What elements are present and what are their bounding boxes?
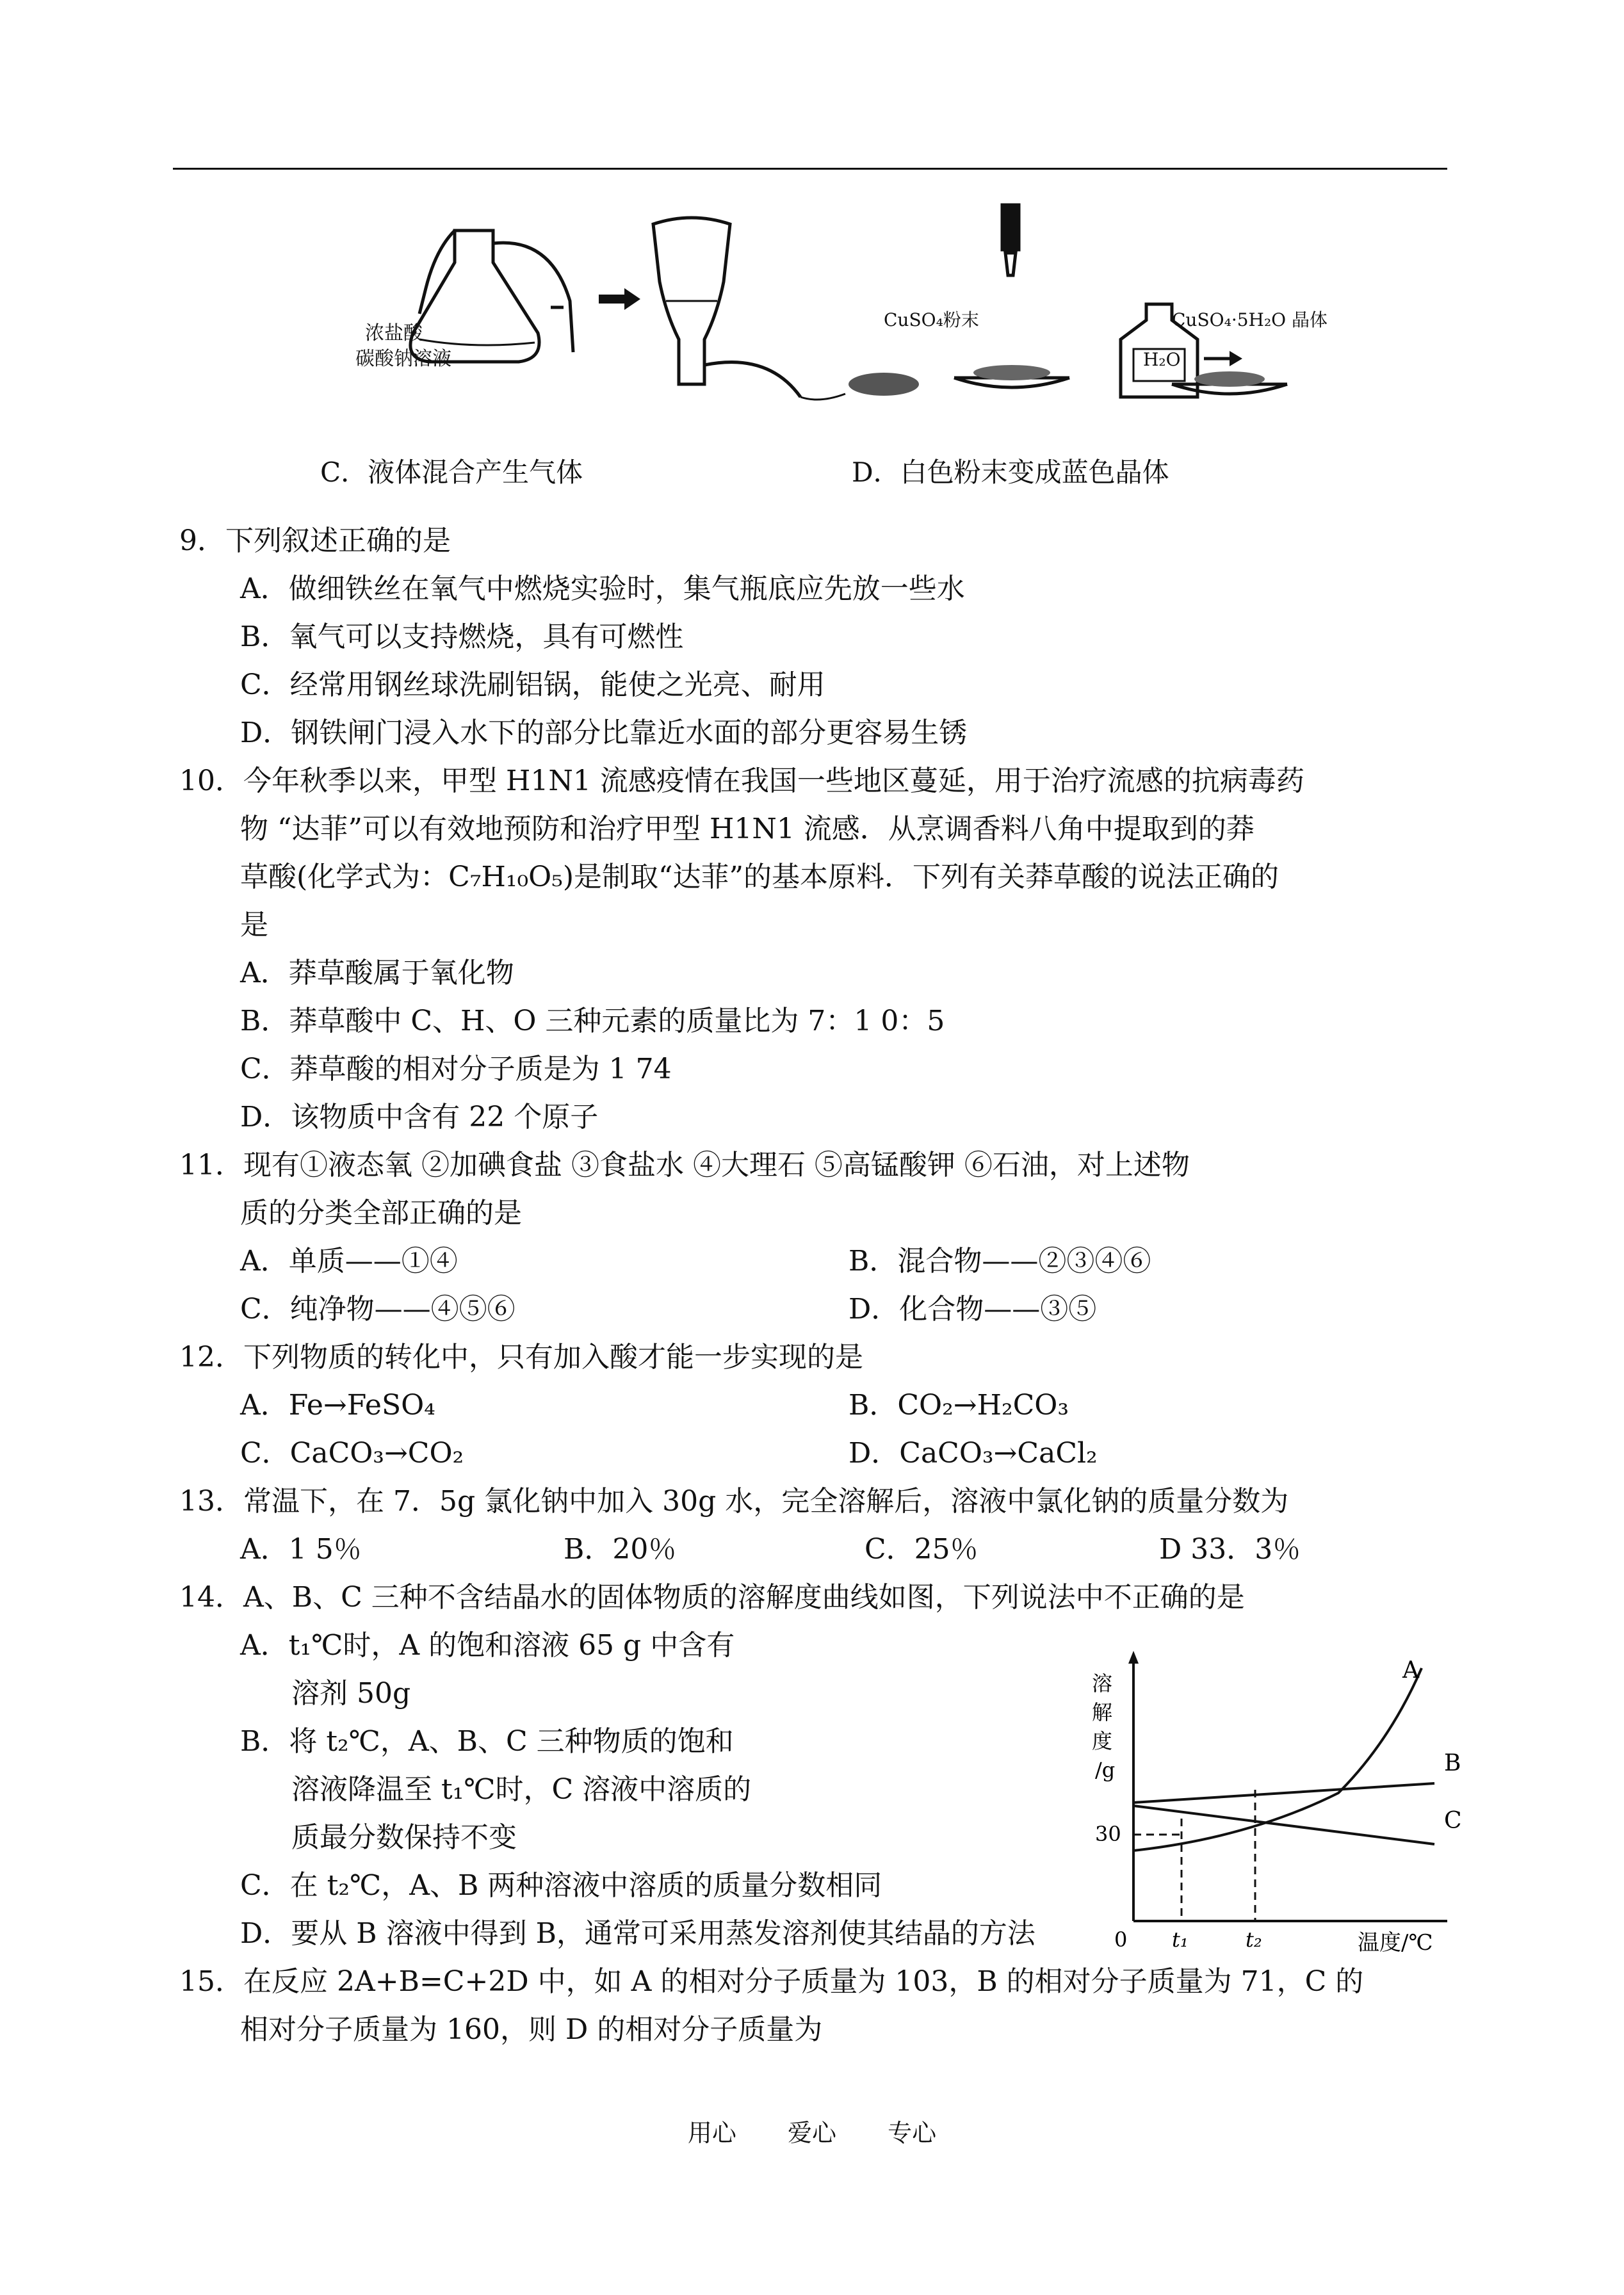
t2-label: t₂ <box>1246 1927 1262 1952</box>
q14-option-cont: 溶剂 50g <box>291 1677 411 1710</box>
q12-stem: 12．下列物质的转化中，只有加入酸才能一步实现的是 <box>179 1341 863 1374</box>
q10-stem: 草酸(化学式为：C₇H₁₀O₅)是制取“达菲”的基本原料．下列有关莽草酸的说法正确的 <box>240 861 1279 893</box>
origin-label: 0 <box>1114 1927 1128 1952</box>
y-label-3: 度 <box>1092 1729 1113 1753</box>
t1-label: t₁ <box>1172 1927 1189 1952</box>
q12-option: B．CO₂→H₂CO₃ <box>849 1389 1069 1422</box>
q11-stem: 质的分类全部正确的是 <box>240 1197 522 1229</box>
q10-stem: 10．今年秋季以来，甲型 H1N1 流感疫情在我国一些地区蔓延，用于治疗流感的抗病毒药 <box>179 765 1304 797</box>
header-rule <box>173 168 1447 170</box>
footer-text: 用心 <box>687 2119 736 2147</box>
q11-option: C．纯净物——④⑤⑥ <box>240 1293 516 1326</box>
q12-option: A．Fe→FeSO₄ <box>240 1389 435 1422</box>
label-cuso4-crystal: CuSO₄·5H₂O 晶体 <box>1172 309 1328 330</box>
footer-text: 爱心 <box>787 2119 836 2147</box>
label-cuso4-powder: CuSO₄粉末 <box>884 309 979 330</box>
y-tick-30: 30 <box>1095 1822 1121 1846</box>
label-na2co3: 碳酸钠溶液 <box>355 348 451 370</box>
q11-stem: 11．现有①液态氧 ②加碘食盐 ③食盐水 ④大理石 ⑤高锰酸钾 ⑥石油，对上述物 <box>179 1149 1190 1181</box>
q13-option: A．1 5％ <box>240 1533 362 1566</box>
q9-stem: 9．下列叙述正确的是 <box>179 524 451 557</box>
q14-option-cont: 质最分数保持不变 <box>291 1821 517 1854</box>
curve-a-label: A <box>1402 1657 1419 1683</box>
y-label-4: /g <box>1095 1758 1116 1782</box>
q11-option: A．单质——①④ <box>240 1245 458 1277</box>
q14-option-cont: 溶液降温至 t₁℃时，C 溶液中溶质的 <box>291 1773 752 1806</box>
q9-option: B．氧气可以支持燃烧，具有可燃性 <box>240 620 684 653</box>
y-label-2: 解 <box>1092 1700 1113 1724</box>
q10-stem: 是 <box>240 909 268 941</box>
q11-option: D．化合物——③⑤ <box>849 1293 1097 1326</box>
q10-option: C．莽草酸的相对分子质是为 1 74 <box>240 1053 672 1085</box>
curve-c <box>1133 1806 1434 1844</box>
q12-option: D．CaCO₃→CaCl₂ <box>849 1437 1098 1470</box>
solubility-curve-graph <box>1089 1646 1486 1953</box>
figure-d-caption: D．白色粉末变成蓝色晶体 <box>852 457 1169 488</box>
q14-option: C．在 t₂℃，A、B 两种溶液中溶质的质量分数相同 <box>240 1869 882 1902</box>
label-hcl: 浓盐酸 <box>365 322 423 345</box>
q13-option: D 33．3％ <box>1159 1533 1301 1566</box>
figure-d-apparatus <box>941 192 1300 410</box>
q13-option: B．20％ <box>564 1533 677 1566</box>
q11-option: B．混合物——②③④⑥ <box>849 1245 1151 1277</box>
x-axis-label: 温度/℃ <box>1358 1930 1433 1953</box>
curve-c-label: C <box>1444 1808 1462 1834</box>
figure-c-apparatus <box>359 211 922 403</box>
q10-option: D．该物质中含有 22 个原子 <box>240 1101 599 1133</box>
q13-stem: 13．常温下，在 7．5g 氯化钠中加入 30g 水，完全溶解后，溶液中氯化钠的质量分数为 <box>179 1485 1289 1518</box>
q9-option: C．经常用钢丝球洗刷铝锅，能使之光亮、耐用 <box>240 669 825 701</box>
footer-text: 专心 <box>888 2119 937 2147</box>
q10-option: A．莽草酸属于氧化物 <box>240 957 514 989</box>
q9-option: A．做细铁丝在氧气中燃烧实验时，集气瓶底应先放一些水 <box>240 572 965 605</box>
q12-option: C．CaCO₃→CO₂ <box>240 1437 464 1470</box>
page-footer <box>0 2113 1624 2148</box>
q10-stem: 物 “达菲”可以有效地预防和治疗甲型 H1N1 流感．从烹调香料八角中提取到的莽 <box>240 813 1255 845</box>
figure-c-caption: C．液体混合产生气体 <box>320 457 583 488</box>
q14-option: B．将 t₂℃，A、B、C 三种物质的饱和 <box>240 1725 734 1758</box>
q14-option: D．要从 B 溶液中得到 B，通常可采用蒸发溶剂使其结晶的方法 <box>240 1917 1035 1950</box>
q14-stem: 14．A、B、C 三种不含结晶水的固体物质的溶解度曲线如图，下列说法中不正确的是 <box>179 1581 1245 1614</box>
q9-option: D．钢铁闸门浸入水下的部分比靠近水面的部分更容易生锈 <box>240 717 968 749</box>
q15-stem: 相对分子质量为 160，则 D 的相对分子质量为 <box>240 2013 823 2046</box>
curve-b <box>1133 1783 1434 1803</box>
curve-b-label: B <box>1444 1750 1461 1776</box>
q10-option: B．莽草酸中 C、H、O 三种元素的质量比为 7：1 0：5 <box>240 1005 945 1037</box>
q14-option: A．t₁℃时，A 的饱和溶液 65 g 中含有 <box>240 1629 735 1662</box>
y-label-1: 溶 <box>1092 1671 1113 1696</box>
q13-option: C．25％ <box>865 1533 978 1566</box>
q15-stem: 15．在反应 2A+B=C+2D 中，如 A 的相对分子质量为 103，B 的相对分子质量为 71，C 的 <box>179 1965 1364 1998</box>
label-h2o: H₂O <box>1143 349 1181 370</box>
